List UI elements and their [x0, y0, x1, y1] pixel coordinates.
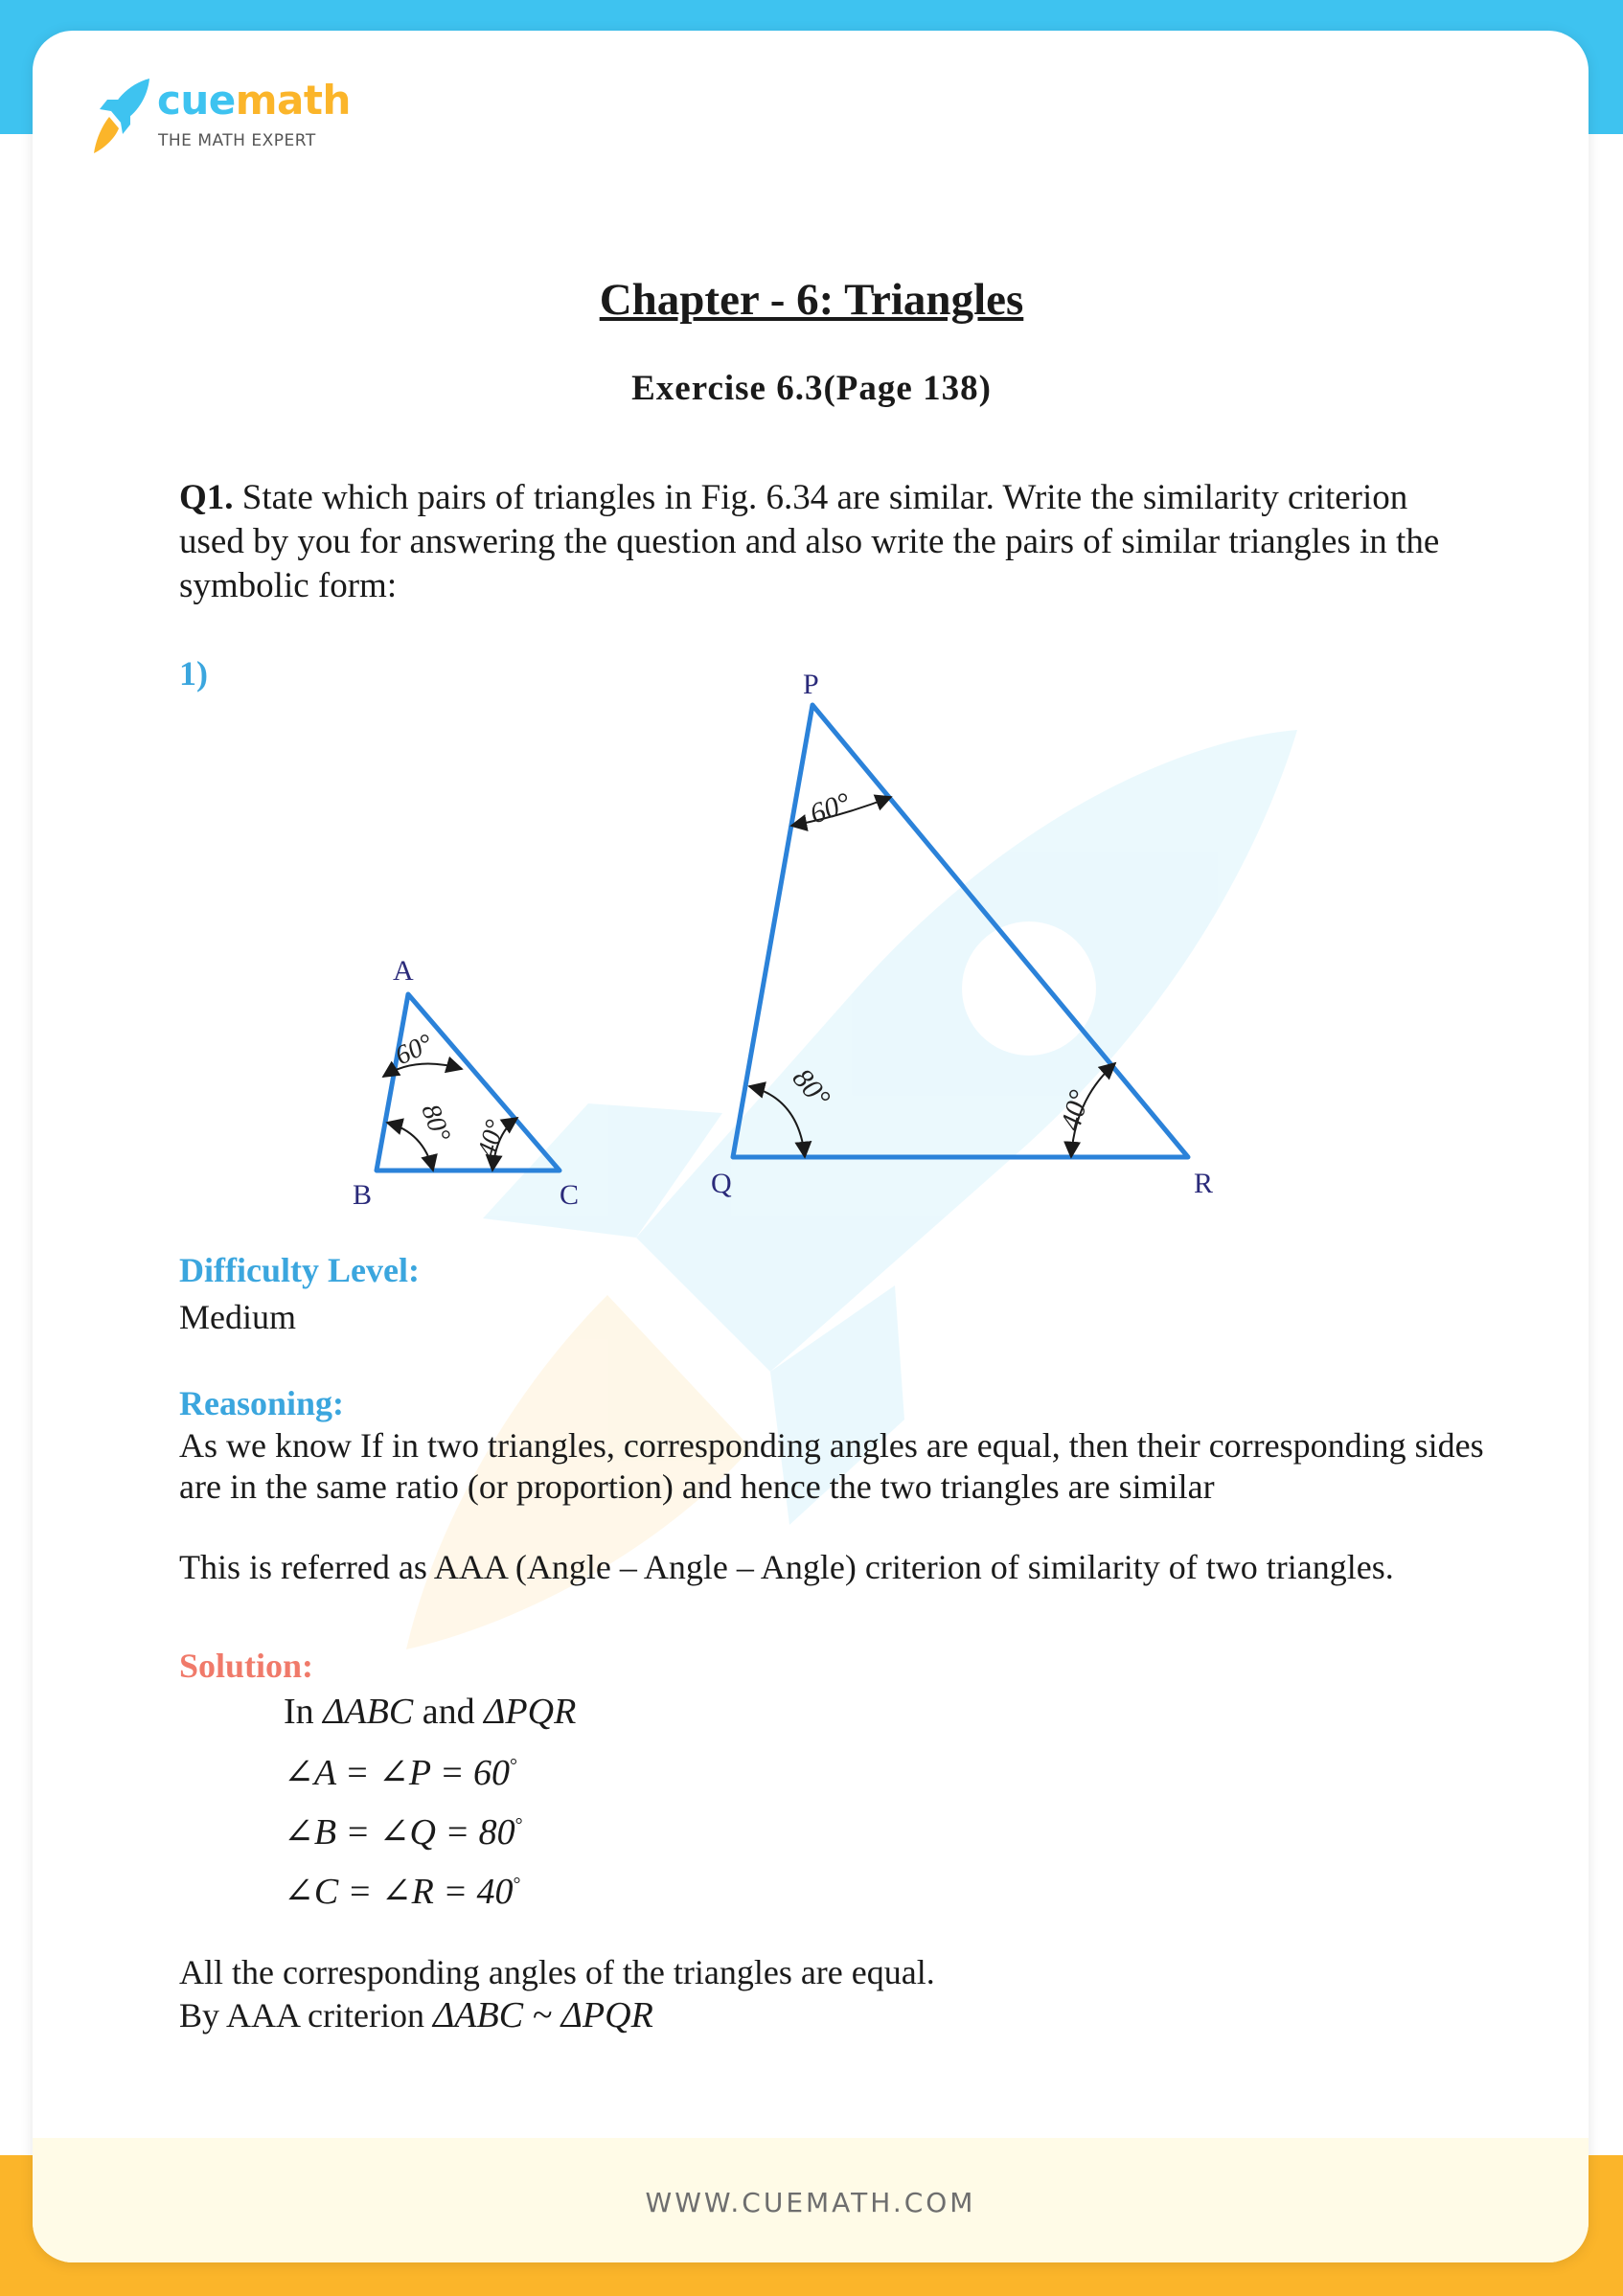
vertex-label-r: R — [1194, 1168, 1214, 1199]
vertex-label-a: A — [393, 955, 414, 987]
triangles-figure — [33, 31, 1589, 1276]
degree-mark: ° — [510, 1755, 518, 1777]
triangle-abc — [377, 994, 560, 1171]
angle-label-p: 60° — [806, 786, 855, 830]
conclusion-line-2-text: By AAA criterion — [179, 1996, 424, 2035]
question-label: Q1. — [179, 478, 234, 517]
degree-mark: ° — [513, 1874, 521, 1896]
angle-label-r: 40° — [1054, 1086, 1096, 1134]
angle-arc-q — [749, 1086, 805, 1157]
logo-wordmark-math: math — [235, 77, 351, 124]
vertex-label-c: C — [560, 1179, 580, 1211]
reasoning-paragraph-2: This is referred as AAA (Angle – Angle – Angle) criterion of similarity of two triangles. — [179, 1548, 1394, 1586]
question-body: State which pairs of triangles in Fig. 6.34 are similar. Write the similarity criterion used by you for answering the question and also write the pairs of similar triangles in the symbolic form: — [179, 478, 1440, 605]
page-card — [33, 31, 1589, 2262]
solution-line-4 — [284, 1870, 521, 1913]
angle-label-c: 40° — [471, 1116, 511, 1161]
solution-line-3 — [284, 1810, 523, 1853]
degree-mark: ° — [514, 1814, 523, 1836]
solution-heading: Solution: — [179, 1647, 314, 1685]
reasoning-paragraph-1: As we know If in two triangles, corresponding angles are equal, then their corresponding sides are in the same ratio (or proportion) and hence the two triangles are similar — [179, 1426, 1484, 1506]
angle-label-a: 60° — [390, 1028, 438, 1072]
difficulty-heading: Difficulty Level: — [179, 1251, 420, 1289]
solution-line-2 — [284, 1751, 517, 1794]
conclusion-line-2 — [179, 1994, 653, 2036]
solution-line-1-triangle-2: ΔPQR — [484, 1692, 577, 1732]
angle-label-b: 80° — [415, 1100, 456, 1147]
solution-line-1-triangle-1: ΔABC — [323, 1692, 414, 1732]
chapter-title: Chapter - 6: Triangles — [599, 275, 1024, 325]
exercise-title: Exercise 6.3(Page 138) — [631, 369, 992, 408]
vertex-label-p: P — [803, 669, 819, 700]
part-label: 1) — [179, 654, 208, 693]
solution-line-3-expr: ∠B = ∠Q = 80 — [284, 1812, 515, 1853]
vertex-label-q: Q — [711, 1168, 732, 1199]
reasoning-heading: Reasoning: — [179, 1384, 345, 1422]
angle-label-q: 80° — [786, 1062, 836, 1114]
conclusion-line-2-expr: ΔABC ~ ΔPQR — [432, 1995, 653, 2035]
solution-line-4-expr: ∠C = ∠R = 40 — [284, 1872, 514, 1912]
logo-tagline: THE MATH EXPERT — [158, 131, 316, 150]
solution-line-1-in: In — [284, 1692, 314, 1732]
logo-wordmark-cue: cue — [157, 77, 236, 124]
footer-band — [33, 2138, 1589, 2262]
solution-line-2-expr: ∠A = ∠P = 60 — [284, 1753, 511, 1793]
difficulty-value: Medium — [179, 1298, 296, 1336]
vertex-label-b: B — [353, 1179, 373, 1211]
footer-website-link[interactable]: WWW.CUEMATH.COM — [645, 2187, 976, 2218]
solution-line-1 — [284, 1691, 576, 1733]
conclusion-line-1: All the corresponding angles of the triangles are equal. — [179, 1953, 935, 1991]
solution-line-1-and: and — [422, 1692, 475, 1732]
